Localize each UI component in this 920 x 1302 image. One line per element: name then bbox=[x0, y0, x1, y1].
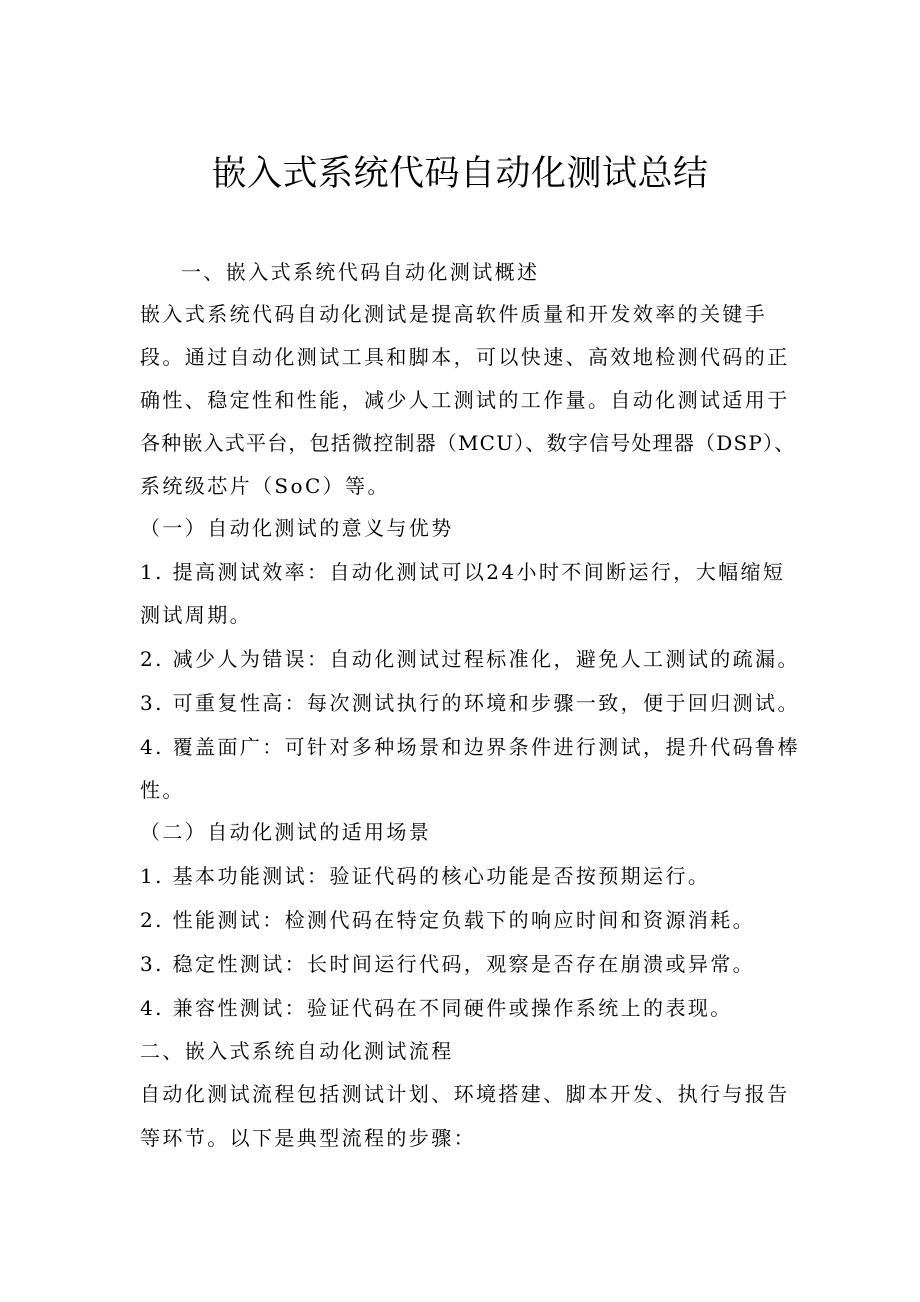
section-heading: （一）自动化测试的意义与优势 bbox=[140, 516, 454, 540]
paragraph-line: 等环节。以下是典型流程的步骤： bbox=[140, 1126, 476, 1150]
list-item-line: 2. 减少人为错误：自动化测试过程标准化，避免人工测试的疏漏。 bbox=[140, 647, 800, 671]
paragraph-line: 自动化测试流程包括测试计划、环境搭建、脚本开发、执行与报告 bbox=[140, 1082, 790, 1106]
document-title: 嵌入式系统代码自动化测试总结 bbox=[211, 154, 709, 194]
section-heading: 一、嵌入式系统代码自动化测试概述 bbox=[181, 260, 540, 284]
list-item-line: 1. 基本功能测试：验证代码的核心功能是否按预期运行。 bbox=[140, 864, 711, 888]
list-item-line: 4. 兼容性测试：验证代码在不同硬件或操作系统上的表现。 bbox=[140, 996, 733, 1020]
paragraph-line: 段。通过自动化测试工具和脚本，可以快速、高效地检测代码的正 bbox=[140, 345, 790, 369]
list-item-line: 性。 bbox=[140, 778, 185, 802]
list-item-line: 4. 覆盖面广：可针对多种场景和边界条件进行测试，提升代码鲁棒 bbox=[140, 735, 800, 759]
section-heading: （二）自动化测试的适用场景 bbox=[140, 820, 432, 844]
paragraph-line: 系统级芯片（SoC）等。 bbox=[140, 474, 390, 498]
list-item-line: 3. 可重复性高：每次测试执行的环境和步骤一致，便于回归测试。 bbox=[140, 691, 800, 715]
list-item-line: 2. 性能测试：检测代码在特定负载下的响应时间和资源消耗。 bbox=[140, 908, 756, 932]
list-item-line: 1. 提高测试效率：自动化测试可以24小时不间断运行，大幅缩短 bbox=[140, 560, 786, 584]
paragraph-line: 嵌入式系统代码自动化测试是提高软件质量和开发效率的关键手 bbox=[140, 302, 768, 326]
section-heading: 二、嵌入式系统自动化测试流程 bbox=[140, 1039, 454, 1063]
paragraph-line: 确性、稳定性和性能，减少人工测试的工作量。自动化测试适用于 bbox=[140, 388, 790, 412]
list-item-line: 测试周期。 bbox=[140, 603, 252, 627]
list-item-line: 3. 稳定性测试：长时间运行代码，观察是否存在崩溃或异常。 bbox=[140, 952, 756, 976]
paragraph-line: 各种嵌入式平台，包括微控制器（MCU）、数字信号处理器（DSP）、 bbox=[140, 431, 796, 455]
